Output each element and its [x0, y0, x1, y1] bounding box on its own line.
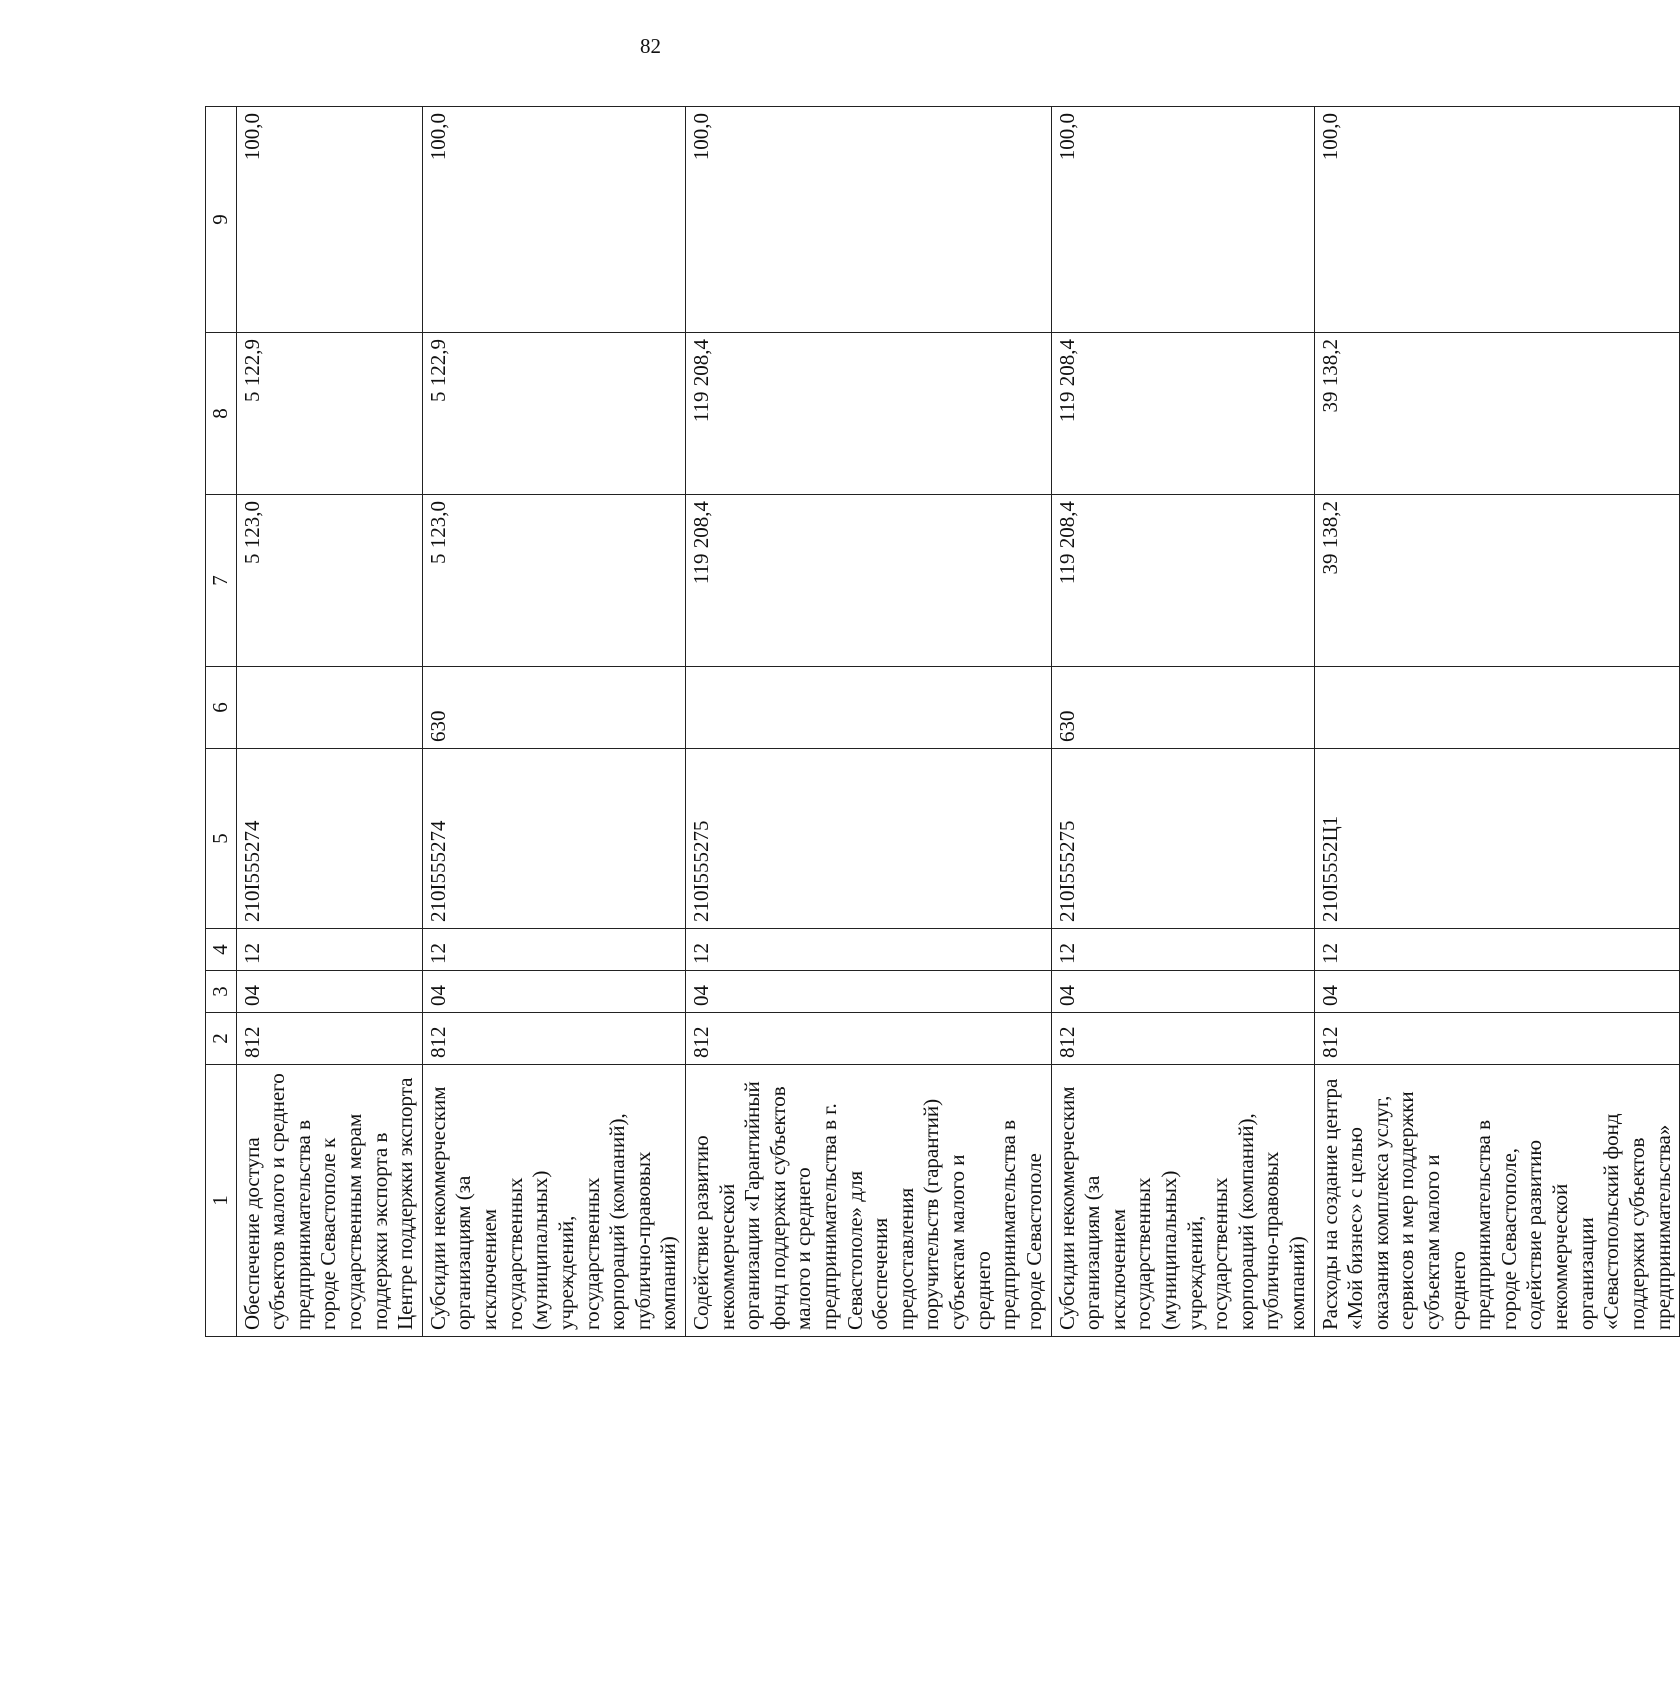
- row-grbs: 812: [1314, 1013, 1680, 1065]
- row-pct: 100,0: [1051, 107, 1314, 333]
- table-row: [236, 107, 422, 1337]
- col-header-9: 9: [206, 107, 237, 333]
- col-header-1: 1: [206, 1065, 237, 1337]
- row-plan: 119 208,4: [1051, 495, 1314, 667]
- row-plan: 119 208,4: [685, 495, 1051, 667]
- row-pr: 12: [685, 929, 1051, 971]
- row-fact: 119 208,4: [685, 333, 1051, 495]
- row-plan: 5 123,0: [422, 495, 685, 667]
- row-grbs: 812: [1051, 1013, 1314, 1065]
- row-csr: 210I555275: [1051, 749, 1314, 929]
- rotated-table-wrapper: [205, 107, 1675, 1337]
- table-row: [1314, 107, 1680, 1337]
- row-vr: 630: [422, 667, 685, 749]
- row-pr: 12: [236, 929, 422, 971]
- budget-table: [205, 106, 1680, 1337]
- row-grbs: 812: [685, 1013, 1051, 1065]
- table-row: [685, 107, 1051, 1337]
- page-number: 82: [640, 34, 661, 58]
- row-fact: 5 122,9: [236, 333, 422, 495]
- row-rz: 04: [422, 971, 685, 1013]
- row-name: Субсидии некоммерческим организациям (за исключением государственных (муниципальных) учреждений, государственных корпораций (компаний), публично-правовых компаний): [1051, 1065, 1314, 1337]
- row-grbs: 812: [236, 1013, 422, 1065]
- row-pr: 12: [1051, 929, 1314, 971]
- row-name: Расходы на создание центра «Мой бизнес» с целью оказания комплекса услуг, сервисов и мер поддержки субъектам малого и среднего предпринимательства в городе Севастополе, содействие развитию некоммерческой организации «Севастопольский фонд поддержки субъектов предпринимательства»: [1314, 1065, 1680, 1337]
- row-pct: 100,0: [422, 107, 685, 333]
- row-rz: 04: [1051, 971, 1314, 1013]
- row-pct: 100,0: [1314, 107, 1680, 333]
- col-header-3: 3: [206, 971, 237, 1013]
- row-name: Обеспечение доступа субъектов малого и среднего предпринимательства в городе Севастополе к государственным мерам поддержки экспорта в Центре поддержки экспорта: [236, 1065, 422, 1337]
- row-rz: 04: [1314, 971, 1680, 1013]
- row-vr: [236, 667, 422, 749]
- row-pr: 12: [1314, 929, 1680, 971]
- row-rz: 04: [685, 971, 1051, 1013]
- row-csr: 210I555275: [685, 749, 1051, 929]
- table-row: [422, 107, 685, 1337]
- row-name: Содействие развитию некоммерческой организации «Гарантийный фонд поддержки субъектов малого и среднего предпринимательства в г. Севастополе» для обеспечения предоставления поручительств (гарантий) субъектам малого и среднего предпринимательства в городе Севастополе: [685, 1065, 1051, 1337]
- row-fact: 119 208,4: [1051, 333, 1314, 495]
- col-header-4: 4: [206, 929, 237, 971]
- col-header-2: 2: [206, 1013, 237, 1065]
- row-csr: 210I5552Ц1: [1314, 749, 1680, 929]
- row-vr: 630: [1051, 667, 1314, 749]
- row-csr: 210I555274: [422, 749, 685, 929]
- col-header-6: 6: [206, 667, 237, 749]
- row-fact: 5 122,9: [422, 333, 685, 495]
- row-csr: 210I555274: [236, 749, 422, 929]
- col-header-7: 7: [206, 495, 237, 667]
- row-pr: 12: [422, 929, 685, 971]
- table-row: [1051, 107, 1314, 1337]
- row-pct: 100,0: [236, 107, 422, 333]
- row-rz: 04: [236, 971, 422, 1013]
- row-vr: [1314, 667, 1680, 749]
- row-plan: 39 138,2: [1314, 495, 1680, 667]
- row-grbs: 812: [422, 1013, 685, 1065]
- col-header-5: 5: [206, 749, 237, 929]
- row-pct: 100,0: [685, 107, 1051, 333]
- row-fact: 39 138,2: [1314, 333, 1680, 495]
- header-row: [206, 107, 237, 1337]
- row-plan: 5 123,0: [236, 495, 422, 667]
- row-vr: [685, 667, 1051, 749]
- row-name: Субсидии некоммерческим организациям (за исключением государственных (муниципальных) учреждений, государственных корпораций (компаний), публично-правовых компаний): [422, 1065, 685, 1337]
- col-header-8: 8: [206, 333, 237, 495]
